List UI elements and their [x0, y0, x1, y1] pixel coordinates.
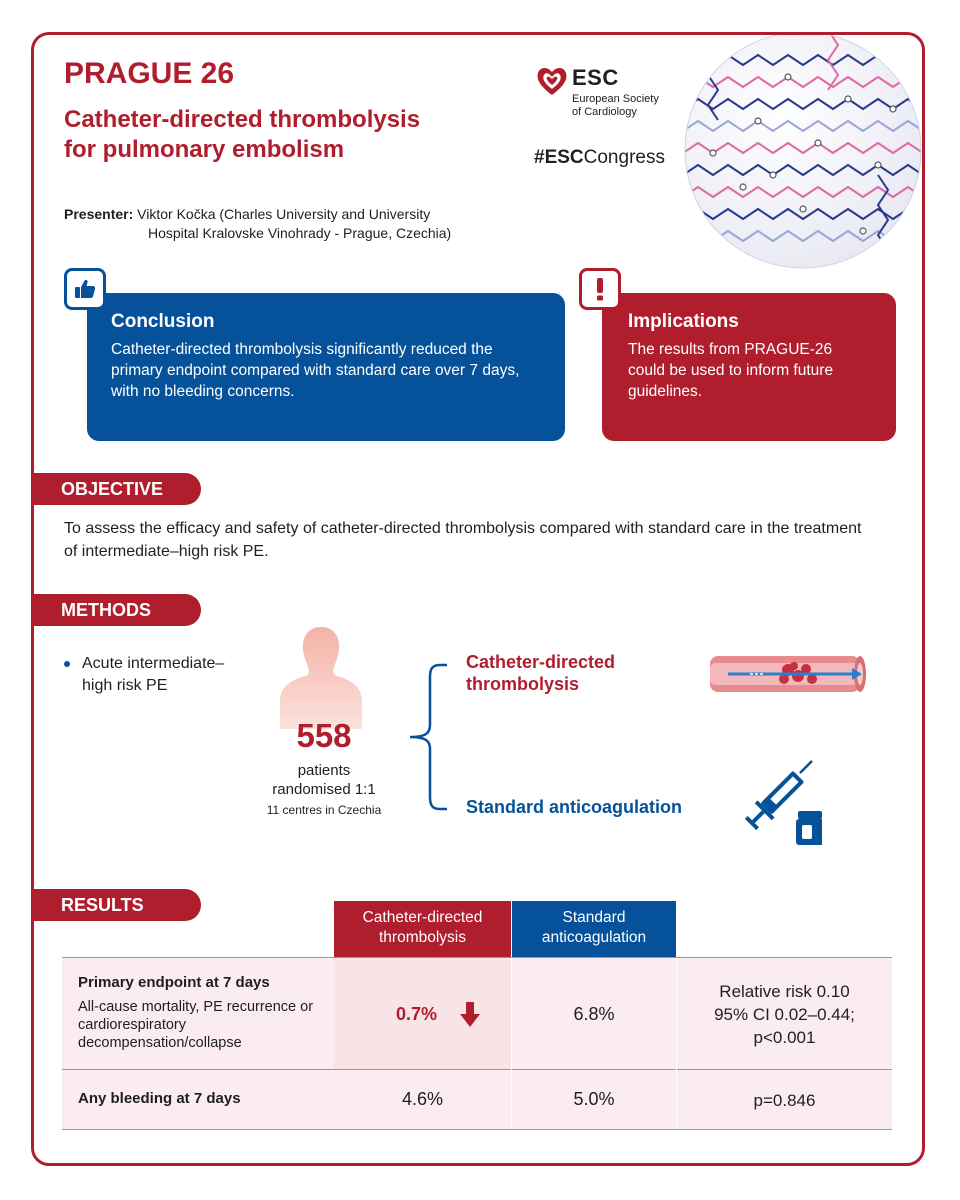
primary-endpoint-label: Primary endpoint at 7 days [78, 974, 270, 991]
presenter-info [64, 205, 451, 243]
primary-endpoint-stat-cell [677, 958, 892, 1069]
congress-hashtag [534, 147, 665, 169]
p-value: p<0.001 [753, 1028, 816, 1047]
page-title: PRAGUE 26 [64, 57, 235, 90]
arm-standard-anticoagulation: Standard anticoagulation [466, 797, 683, 817]
patients-line-1: patients [297, 762, 351, 779]
table-row [62, 958, 334, 1069]
conclusion-heading: Conclusion [111, 311, 215, 332]
patients-count: 558 [296, 717, 352, 754]
results-section-label: RESULTS [31, 889, 201, 921]
primary-endpoint-cdt-cell [334, 958, 511, 1069]
population-text: Acute intermediate–high risk PE [82, 655, 225, 694]
conclusion-text: Catheter-directed thrombolysis significantly reduced the primary endpoint compared with standard care over 7 days, with no bleeding concerns. [111, 341, 520, 400]
centres-text: 11 centres in Czechia [266, 803, 382, 817]
patients-description [234, 761, 414, 799]
table-bottom-rule [62, 1129, 892, 1130]
primary-endpoint-std-cell [512, 958, 676, 1069]
arrow-down-icon [460, 1002, 480, 1028]
column-divider [511, 958, 512, 1129]
implications-heading: Implications [628, 311, 739, 332]
thumbs-up-badge [64, 268, 106, 310]
esc-full-name-line-1: European Society [572, 93, 659, 105]
header-catheter-directed: Catheter-directed thrombolysis [334, 901, 511, 957]
exclamation-badge [579, 268, 621, 310]
esc-wordmark: ESC [572, 65, 619, 90]
esc-logo [534, 63, 694, 123]
molecule-sphere-illustration [678, 32, 925, 275]
arm-catheter-directed: Catheter-directed thrombolysis [466, 652, 616, 694]
subtitle-line-1: Catheter-directed thrombolysis [64, 106, 421, 133]
primary-endpoint-cdt-value: 0.7% [396, 1004, 438, 1024]
patient-silhouette-icon [278, 623, 364, 729]
infographic-frame [31, 32, 925, 1166]
bleeding-std-value: 5.0% [573, 1089, 615, 1109]
hashtag-rest: Congress [583, 147, 665, 168]
bleeding-label: Any bleeding at 7 days [78, 1090, 241, 1107]
exclamation-icon [588, 276, 612, 302]
objective-section-label: OBJECTIVE [31, 473, 201, 505]
presenter-line-2: Hospital Kralovske Vinohrady - Prague, Czechia) [148, 225, 452, 241]
esc-full-name [572, 93, 692, 119]
randomisation-brace [402, 663, 452, 811]
bleeding-p-value: p=0.846 [753, 1091, 816, 1110]
primary-endpoint-description: All-cause mortality, PE recurrence or cardiorespiratory decompensation/collapse [78, 999, 314, 1051]
presenter-label: Presenter: [64, 206, 134, 222]
header-standard-anticoagulation: Standard anticoagulation [512, 901, 676, 957]
presenter-line-1: Viktor Kočka (Charles University and University [137, 206, 431, 222]
relative-risk: Relative risk 0.10 [719, 982, 850, 1001]
bleeding-cdt-cell [334, 1070, 511, 1129]
catheter-vessel-icon [708, 652, 868, 696]
conclusion-card [87, 293, 565, 441]
methods-section-label: METHODS [31, 594, 201, 626]
esc-heart-icon [534, 63, 570, 99]
population-bullet [64, 653, 254, 697]
esc-full-name-line-2: of Cardiology [572, 106, 637, 118]
primary-endpoint-stats [677, 980, 892, 1049]
objective-text: To assess the efficacy and safety of catheter-directed thrombolysis compared with standard care in the treatment of intermediate–high risk PE. [64, 520, 862, 560]
subtitle-line-2: for pulmonary embolism [64, 136, 345, 163]
bleeding-cdt-value: 4.6% [401, 1089, 444, 1109]
implications-card [602, 293, 896, 441]
column-divider [676, 958, 677, 1129]
hashtag-bold: #ESC [534, 147, 584, 168]
bullet-dot [64, 661, 70, 667]
patients-line-2: randomised 1:1 [272, 781, 376, 798]
bleeding-stat-cell [677, 1070, 892, 1129]
thumbs-up-icon [73, 277, 97, 301]
syringe-vial-icon [742, 759, 822, 847]
primary-endpoint-std-value: 6.8% [573, 1004, 615, 1024]
table-row [62, 1070, 334, 1129]
page-subtitle [64, 105, 504, 165]
bleeding-std-cell [512, 1070, 676, 1129]
implications-text: The results from PRAGUE-26 could be used to inform future guidelines. [628, 341, 834, 400]
confidence-interval: 95% CI 0.02–0.44; [714, 1005, 855, 1024]
